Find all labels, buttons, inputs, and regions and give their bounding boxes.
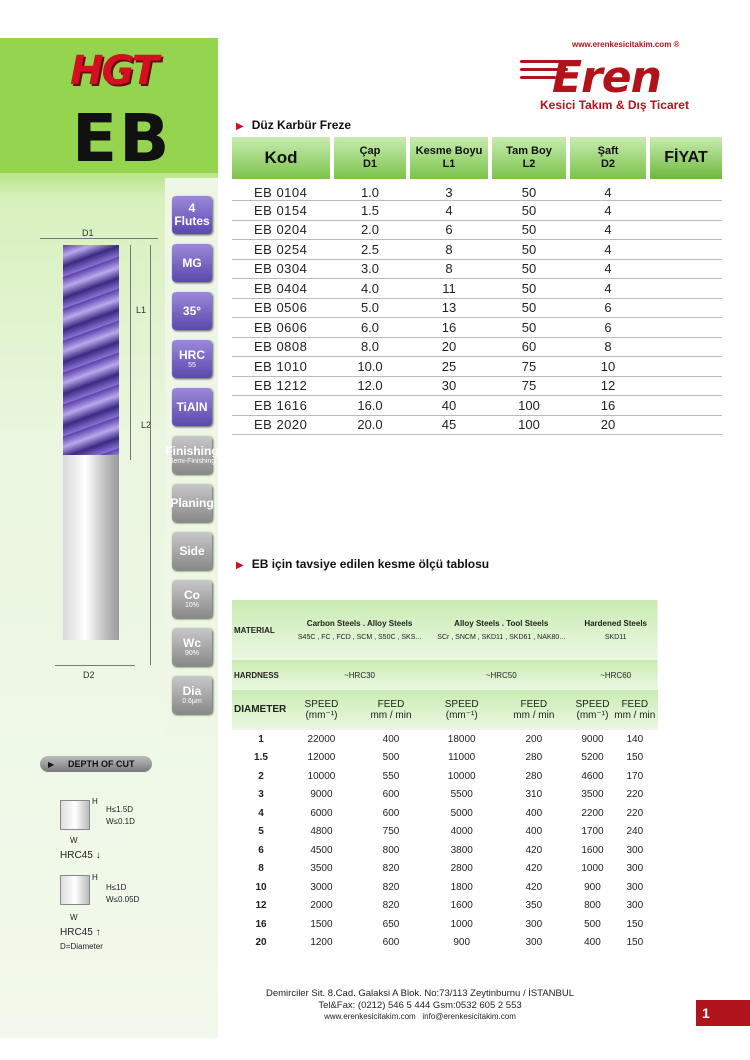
cell-d2: 4 (568, 201, 648, 221)
cell-speed: 900 (453, 937, 471, 949)
cell-diameter: 4 (258, 807, 264, 819)
cell-diameter: 1 (258, 733, 264, 745)
cell-speed: 5500 (450, 789, 473, 801)
table-row (232, 337, 722, 357)
cell-speed: 500 (584, 918, 601, 930)
cell-speed: 12000 (307, 752, 336, 764)
table-row (232, 259, 722, 279)
cell-speed: 10000 (447, 770, 476, 782)
cell-speed: 1500 (310, 918, 333, 930)
cell-feed: 600 (382, 937, 400, 949)
table-row (232, 730, 658, 749)
cell-l2: 100 (490, 415, 568, 435)
table-row (232, 298, 722, 318)
cell-speed: 4600 (581, 770, 604, 782)
d2-label: D2 (83, 670, 95, 680)
hardness-1: ~HRC30 (344, 670, 375, 680)
col-tam: Tam Boy L2 (490, 137, 568, 179)
cell-kod: EB 0506 (232, 298, 332, 318)
mg-icon: MG (172, 244, 212, 282)
material-3: Hardened Steels SKD11 (584, 619, 648, 641)
cell-l1: 6 (408, 220, 490, 240)
cell-kod: EB 0154 (232, 201, 332, 221)
cell-l2: 50 (490, 179, 568, 201)
feed-header: FEED mm / min (513, 698, 555, 721)
cell-feed: 350 (525, 900, 543, 912)
table-row (232, 878, 658, 897)
depth-shape-icon (60, 875, 90, 905)
table-row (232, 396, 722, 416)
cell-diameter: 6 (258, 844, 264, 856)
cell-l1: 8 (408, 259, 490, 279)
cutting-table-wrap (232, 600, 658, 952)
cell-d1: 1.0 (332, 179, 408, 201)
speed-header: SPEED (mm⁻¹) (304, 698, 339, 721)
product-section-title: ▶ Düz Karbür Freze (236, 118, 351, 132)
cell-d2: 4 (568, 279, 648, 299)
cell-feed: 820 (382, 881, 400, 893)
cell-speed: 400 (584, 937, 601, 949)
cell-diameter: 8 (258, 863, 264, 875)
cell-feed: 300 (525, 918, 543, 930)
cell-fiyat (648, 220, 722, 240)
cell-diameter: 20 (255, 937, 267, 949)
coating-icon: TiAlN (172, 388, 212, 426)
hardness-2: ~HRC50 (485, 670, 517, 680)
cell-feed: 300 (626, 863, 644, 875)
table-row (232, 220, 722, 240)
cell-feed: 400 (382, 733, 400, 745)
diameter-label: DIAMETER (234, 704, 287, 716)
cell-d1: 5.0 (332, 298, 408, 318)
cell-d2: 10 (568, 357, 648, 377)
cell-speed: 11000 (448, 752, 476, 764)
cell-diameter: 10 (255, 881, 267, 893)
hrc-icon: HRC 55 (172, 340, 212, 378)
cell-feed: 140 (626, 733, 644, 745)
cell-l1: 8 (408, 240, 490, 260)
cell-feed: 150 (626, 918, 644, 930)
cell-speed: 5200 (581, 752, 604, 764)
series-title: EB (72, 100, 172, 177)
footer-web[interactable]: www.erenkesicitakim.com (324, 1011, 416, 1021)
cell-l2: 75 (490, 357, 568, 377)
helix-icon: 35° (172, 292, 212, 330)
cell-speed: 10000 (307, 770, 336, 782)
table-row (232, 860, 658, 879)
cell-l1: 45 (408, 415, 490, 435)
cell-feed: 220 (626, 789, 644, 801)
cell-speed: 22000 (307, 733, 336, 745)
cell-d2: 4 (568, 240, 648, 260)
cell-fiyat (648, 376, 722, 396)
table-row (232, 357, 722, 377)
cell-d1: 3.0 (332, 259, 408, 279)
cell-l2: 50 (490, 298, 568, 318)
cell-speed: 1600 (581, 844, 604, 856)
cell-diameter: 3 (258, 789, 264, 801)
cell-fiyat (648, 279, 722, 299)
col-kesme: Kesme Boyu L1 (408, 137, 490, 179)
cell-feed: 150 (626, 752, 644, 764)
cell-speed: 800 (584, 900, 601, 912)
cell-d2: 20 (568, 415, 648, 435)
cell-l1: 3 (408, 179, 490, 201)
depth-of-cut-label: ▶ DEPTH OF CUT (40, 756, 152, 772)
cell-l2: 50 (490, 279, 568, 299)
tool-flute-section (63, 245, 119, 457)
cell-speed: 1000 (581, 863, 604, 875)
cell-fiyat (648, 396, 722, 416)
flutes-icon: 4 Flutes (172, 196, 212, 234)
cell-speed: 1000 (450, 918, 473, 930)
footer-contact (230, 1012, 610, 1022)
cell-feed: 820 (382, 863, 400, 875)
table-row (232, 897, 658, 916)
cell-d2: 4 (568, 220, 648, 240)
cell-kod: EB 1010 (232, 357, 332, 377)
cell-l1: 20 (408, 337, 490, 357)
depth-b-w: W≤0.05D (106, 895, 140, 904)
cell-d2: 6 (568, 318, 648, 338)
cell-d2: 8 (568, 337, 648, 357)
cell-kod: EB 1616 (232, 396, 332, 416)
cell-speed: 4500 (310, 844, 333, 856)
cell-kod: EB 2020 (232, 415, 332, 435)
cell-d2: 16 (568, 396, 648, 416)
cell-feed: 300 (626, 844, 644, 856)
cell-fiyat (648, 318, 722, 338)
hardness-label: HARDNESS (234, 670, 279, 680)
cell-l2: 60 (490, 337, 568, 357)
table-row (232, 915, 658, 934)
feed-header: FEED mm / min (370, 698, 412, 721)
table-row (232, 376, 722, 396)
cobalt-icon: Co 10% (172, 580, 212, 618)
footer-address: Demirciler Sit. 8.Cad. Galaksi A Blok. No:73/113 Zeytinburnu / İSTANBUL (266, 988, 574, 999)
cell-l1: 4 (408, 201, 490, 221)
cell-feed: 420 (525, 863, 543, 875)
cell-feed: 280 (525, 752, 543, 764)
cell-diameter: 1.5 (254, 752, 268, 764)
side-icon: Side (172, 532, 212, 570)
cell-feed: 170 (626, 770, 644, 782)
material-2: Alloy Steels . Tool Steels SCr , SNCM , SKD11 , SKD61 , NAK80... (437, 619, 566, 641)
cell-l2: 50 (490, 240, 568, 260)
cell-feed: 500 (382, 752, 400, 764)
cell-l2: 50 (490, 259, 568, 279)
cell-diameter: 2 (258, 770, 264, 782)
cell-feed: 300 (626, 900, 644, 912)
d1-label: D1 (82, 228, 94, 238)
cell-kod: EB 0304 (232, 259, 332, 279)
footer (230, 988, 610, 1022)
cell-kod: EB 0104 (232, 179, 332, 201)
cell-d1: 10.0 (332, 357, 408, 377)
depth-shape-icon (60, 800, 90, 830)
eren-logo: Eren (552, 52, 661, 103)
cell-speed: 9000 (581, 733, 604, 745)
table-row (232, 749, 658, 768)
col-kod: Kod (232, 137, 332, 179)
cell-fiyat (648, 240, 722, 260)
cutting-table (232, 600, 658, 952)
planing-icon: Planing (172, 484, 212, 522)
cell-feed: 600 (382, 789, 400, 801)
cell-feed: 200 (525, 733, 543, 745)
cell-l1: 30 (408, 376, 490, 396)
table-row (232, 240, 722, 260)
depth-a-w: W≤0.1D (106, 817, 135, 826)
table-row (232, 804, 658, 823)
feed-header: FEED mm / min (614, 698, 656, 721)
cell-l1: 25 (408, 357, 490, 377)
table-row (232, 823, 658, 842)
table-row (232, 934, 658, 953)
cell-speed: 900 (584, 881, 601, 893)
cell-feed: 310 (525, 789, 543, 801)
table-row (232, 201, 722, 221)
table-row (232, 279, 722, 299)
cell-d1: 2.5 (332, 240, 408, 260)
cell-kod: EB 0254 (232, 240, 332, 260)
cell-l2: 50 (490, 220, 568, 240)
cell-feed: 750 (382, 826, 400, 838)
cell-speed: 4000 (450, 826, 473, 838)
cell-speed: 4800 (310, 826, 333, 838)
cutting-section-title: ▶ EB için tavsiye edilen kesme ölçü tablosu (236, 557, 489, 571)
footer-phone: Tel&Fax: (0212) 546 5 444 Gsm:0532 605 2 553 (318, 999, 522, 1011)
diameter-legend: D=Diameter (60, 942, 103, 951)
cell-speed: 3500 (310, 863, 333, 875)
cell-speed: 1700 (581, 826, 604, 838)
cell-d1: 16.0 (332, 396, 408, 416)
cell-speed: 2000 (310, 900, 333, 912)
col-fiyat: FİYAT (648, 137, 722, 179)
w-label: W (70, 913, 78, 922)
table-row (232, 841, 658, 860)
cell-speed: 1800 (450, 881, 473, 893)
cell-feed: 820 (382, 900, 400, 912)
depth-a-h: H≤1.5D (106, 805, 134, 814)
cell-speed: 1600 (450, 900, 473, 912)
cell-fiyat (648, 337, 722, 357)
cell-kod: EB 0204 (232, 220, 332, 240)
cell-d1: 2.0 (332, 220, 408, 240)
cell-speed: 3000 (310, 881, 333, 893)
footer-email[interactable]: info@erenkesicitakim.com (422, 1011, 516, 1021)
cell-kod: EB 0606 (232, 318, 332, 338)
cell-feed: 300 (626, 881, 644, 893)
cell-d1: 8.0 (332, 337, 408, 357)
cell-diameter: 16 (255, 918, 267, 930)
page-number: 1 (696, 1000, 750, 1026)
col-saft: Şaft D2 (568, 137, 648, 179)
cell-d1: 1.5 (332, 201, 408, 221)
cell-feed: 300 (525, 937, 543, 949)
cell-fiyat (648, 259, 722, 279)
material-1: Carbon Steels . Alloy Steels S45C , FC , FCD , SCM , S50C , SKS... (297, 619, 422, 641)
cell-feed: 600 (382, 807, 400, 819)
cell-feed: 280 (525, 770, 543, 782)
cell-speed: 1200 (310, 937, 333, 949)
table-row (232, 786, 658, 805)
h-label: H (92, 797, 98, 806)
speed-header: SPEED (mm⁻¹) (575, 698, 610, 721)
cell-feed: 420 (525, 881, 543, 893)
cell-speed: 3800 (450, 844, 473, 856)
cell-speed: 5000 (450, 807, 473, 819)
depth-b-hrc: HRC45 ↑ (60, 927, 101, 938)
cell-speed: 3500 (581, 789, 604, 801)
dim-line (150, 245, 151, 665)
dim-line (40, 238, 158, 239)
material-label: MATERIAL (234, 625, 275, 635)
cell-l2: 50 (490, 318, 568, 338)
cell-feed: 240 (626, 826, 644, 838)
cell-speed: 18000 (447, 733, 476, 745)
cell-fiyat (648, 415, 722, 435)
table-row (232, 318, 722, 338)
hardness-3: ~HRC60 (600, 670, 632, 680)
cell-diameter: 5 (258, 826, 264, 838)
table-row (232, 415, 722, 435)
cell-d2: 12 (568, 376, 648, 396)
cell-feed: 550 (382, 770, 400, 782)
cell-d1: 4.0 (332, 279, 408, 299)
w-label: W (70, 836, 78, 845)
cell-d2: 6 (568, 298, 648, 318)
cell-speed: 6000 (310, 807, 333, 819)
cell-kod: EB 0808 (232, 337, 332, 357)
cell-diameter: 12 (255, 900, 267, 912)
cell-l1: 13 (408, 298, 490, 318)
cell-kod: EB 0404 (232, 279, 332, 299)
cell-kod: EB 1212 (232, 376, 332, 396)
cell-l1: 11 (408, 279, 490, 299)
cell-d1: 20.0 (332, 415, 408, 435)
tungsten-icon: Wc 90% (172, 628, 212, 666)
cell-d2: 4 (568, 259, 648, 279)
cell-fiyat (648, 201, 722, 221)
cell-d1: 6.0 (332, 318, 408, 338)
cell-l2: 75 (490, 376, 568, 396)
eren-url[interactable]: www.erenkesicitakim.com ® (572, 40, 680, 49)
cell-feed: 650 (382, 918, 400, 930)
cell-feed: 400 (525, 807, 543, 819)
grain-icon: Dia 0.6μm (172, 676, 212, 714)
product-table (232, 137, 722, 435)
depth-b-h: H≤1D (106, 883, 127, 892)
speed-header: SPEED (mm⁻¹) (444, 698, 479, 721)
finishing-icon: Finishing Semi-Finishing (172, 436, 212, 474)
tool-shank-section (63, 455, 119, 640)
cell-feed: 400 (525, 826, 543, 838)
cell-l1: 40 (408, 396, 490, 416)
dim-line (55, 665, 135, 666)
cell-speed: 2800 (450, 863, 473, 875)
h-label: H (92, 873, 98, 882)
eren-tagline: Kesici Takım & Dış Ticaret (540, 98, 689, 112)
table-row (232, 767, 658, 786)
depth-a-hrc: HRC45 ↓ (60, 850, 101, 861)
cell-l2: 100 (490, 396, 568, 416)
table-row (232, 179, 722, 201)
hgt-logo: HGT (70, 48, 157, 94)
cell-feed: 220 (626, 807, 644, 819)
cell-l2: 50 (490, 201, 568, 221)
cell-feed: 800 (382, 844, 400, 856)
cell-speed: 9000 (310, 789, 333, 801)
cell-d2: 4 (568, 179, 648, 201)
cell-feed: 420 (525, 844, 543, 856)
dim-line (130, 245, 131, 460)
cell-l1: 16 (408, 318, 490, 338)
cell-d1: 12.0 (332, 376, 408, 396)
cell-feed: 150 (626, 937, 644, 949)
col-cap: Çap D1 (332, 137, 408, 179)
cell-fiyat (648, 179, 722, 201)
cell-fiyat (648, 357, 722, 377)
l2-label: L2 (141, 420, 152, 430)
cell-fiyat (648, 298, 722, 318)
cell-speed: 2200 (581, 807, 604, 819)
l1-label: L1 (136, 305, 147, 315)
